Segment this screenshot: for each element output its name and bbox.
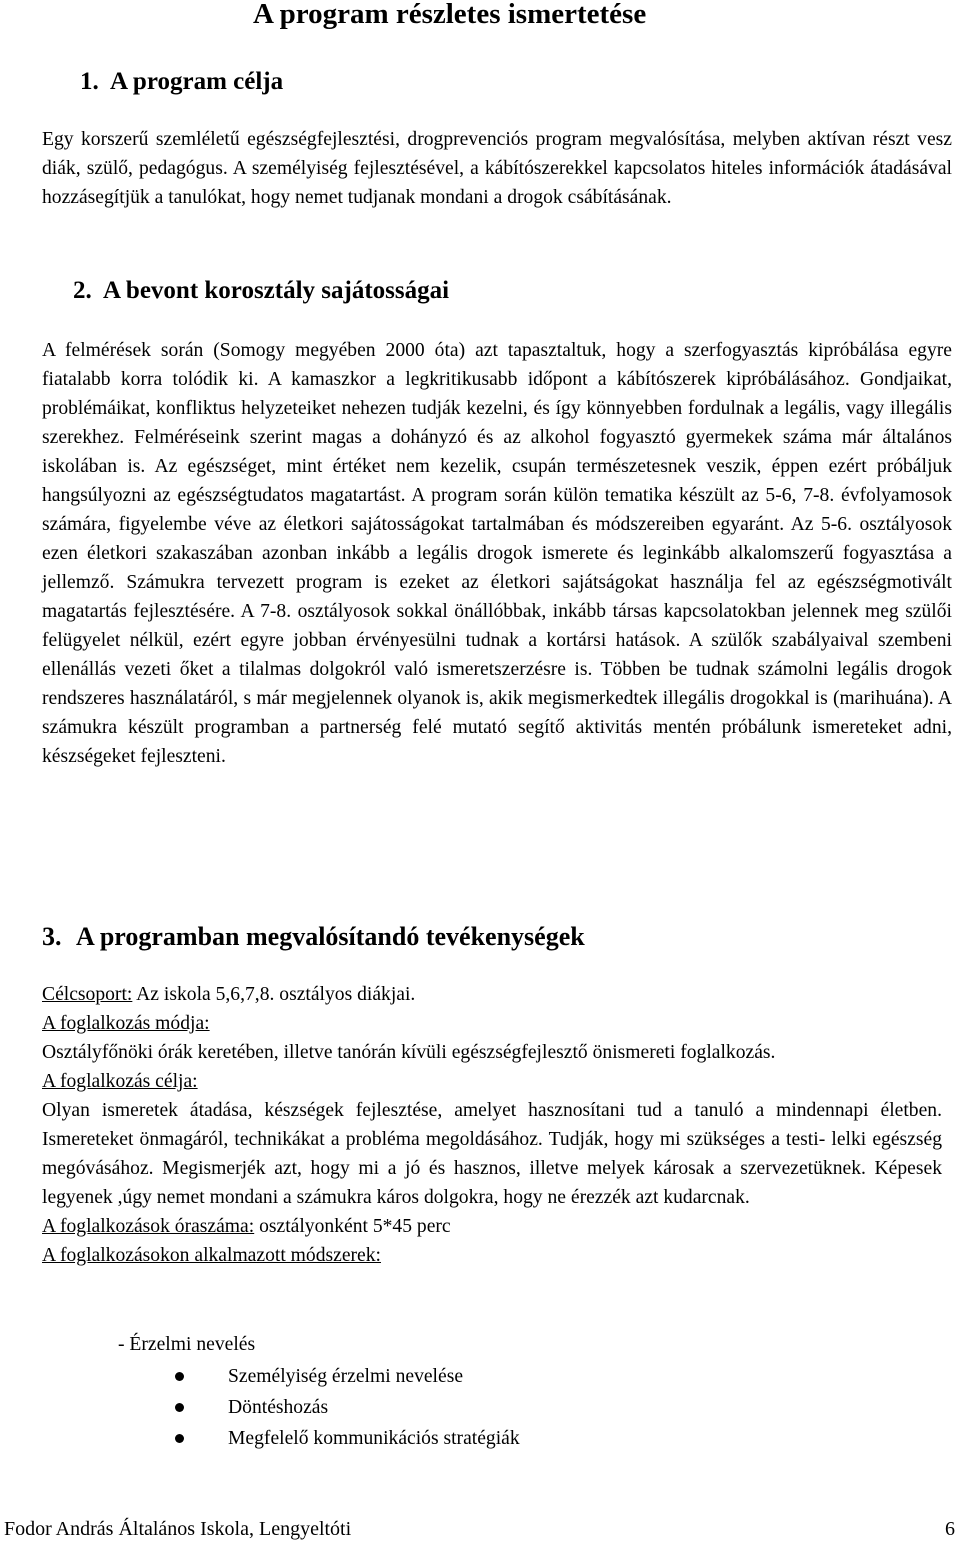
hours-value: osztályonként 5*45 perc [254, 1216, 451, 1237]
bullet-dot-icon [175, 1434, 184, 1443]
list-item-text: Döntéshozás [228, 1397, 329, 1418]
section-3-number: 3. [42, 922, 62, 951]
section-3-title: A programban megvalósítandó tevékenységek [76, 922, 585, 951]
list-item [0, 1392, 520, 1423]
list-item-text: Megfelelő kommunikációs stratégiák [228, 1428, 520, 1449]
list-item [0, 1423, 520, 1454]
activity-mode-label: A foglalkozás módja: [42, 1013, 210, 1034]
target-group-value: Az iskola 5,6,7,8. osztályos diákjai. [132, 984, 416, 1005]
list-item-text: Személyiség érzelmi nevelése [228, 1366, 464, 1387]
activity-goal-label: A foglalkozás célja: [42, 1071, 198, 1092]
section-2-title: A bevont korosztály sajátosságai [103, 277, 450, 304]
methods-label: A foglalkozásokon alkalmazott módszerek: [42, 1245, 381, 1266]
section-1-title: A program célja [110, 68, 284, 95]
section-3-body [42, 980, 942, 1270]
section-1-heading [80, 66, 283, 98]
activity-goal-value: Olyan ismeretek átadása, készségek fejlesztése, amelyet hasznosítani tud a tanuló a mindennapi életben. Ismereteket önmagáról, technikákat a probléma megoldásához. Tudják, hogy mi szükséges a testi- lelki egészség megóvásához. Megismerjék azt, hogy mi a jó és hasznos, illetve melyek károsak a szervezetüknek. Képesek legyenek ,úgy nemet mondani a számukra káros dolgokra, hogy ne érezzék azt kudarcnak. [42, 1100, 942, 1208]
bullet-dot-icon [175, 1403, 184, 1412]
page-title: A program részletes ismertetése [253, 0, 647, 30]
footer-school-name: Fodor András Általános Iskola, Lengyeltóti [4, 1518, 352, 1540]
methods-bullet-list [0, 1361, 520, 1454]
hours-line [42, 1212, 942, 1241]
section-2-number: 2. [73, 277, 92, 304]
section-2-paragraph: A felmérések során (Somogy megyében 2000 óta) azt tapasztaltuk, hogy a szerfogyasztás kipróbálása egyre fiatalabb korra tolódik ki. A kamaszkor a legkritikusabb időpont a kábítószerek kipróbálásához. Gondjaikat, problémáikat, konfliktus helyzeteiket nehezen tudják kezelni, és így könnyebben fordulnak a legális, vagy illegális szerekhez. Felméréseink szerint magas a dohányzó és az alkohol fogyasztó gyermekek száma már általános iskolában is. Az egészséget, mint értéket nem kezelik, csupán természetesnek veszik, éppen ezért próbáljuk hangsúlyozni az egészségtudatos magatartást. A program során külön tematika készült az 5-6, 7-8. évfolyamosok számára, figyelembe véve az életkori sajátosságokat tartalmában és módszereiben egyaránt. Az 5-6. osztályosok ezen életkori szakaszában azonban inkább a legális drogok ismerete és leginkább alkalomszerű fogyasztása a jellemző. Számukra tervezett program is ezeket az életkori sajátságokat használja fel az egészségmotivált magatartás fejlesztésére. A 7-8. osztályosok sokkal önállóbbak, inkább társas kapcsolatokban jelennek meg szülői felügyelet nélkül, ezért egyre jobban érvényesülni tudnak a kortársi hatások. A szülők szabályaival szembeni ellenállás vezeti őket a tilalmas dolgokról való ismeretszerzésre is. Többen be tudnak számolni legális drogok rendszeres használatáról, s már megjelennek olyanok is, akik megismerkedtek illegális drogokkal is (marihuána). A számukra készült programban a partnerség felé mutató segítő aktivitás mentén próbálunk ismereteket adni, készségeket fejleszteni. [42, 340, 952, 767]
footer-page-number: 6 [945, 1518, 955, 1540]
section-2-heading [73, 275, 449, 307]
target-group-label: Célcsoport: [42, 984, 133, 1005]
bullet-dot-icon [175, 1372, 184, 1381]
section-1-paragraph: Egy korszerű szemléletű egészségfejlesztési, drogprevenciós program megvalósítása, melyben aktívan részt vesz diák, szülő, pedagógus. A személyiség fejlesztésével, a kábítószerekkel kapcsolatos hiteles információk átadásával hozzásegítjük a tanulókat, hogy nemet tudjanak mondani a drogok csábításának. [42, 129, 952, 208]
list-item [0, 1361, 520, 1392]
hours-label: A foglalkozások óraszáma: [42, 1216, 255, 1237]
activity-mode-value: Osztályfőnöki órák keretében, illetve tanórán kívüli egészségfejlesztő önismereti foglalkozás. [42, 1042, 776, 1063]
target-group-line [42, 980, 942, 1009]
section-1-number: 1. [80, 68, 99, 95]
methods-dash-item: - Érzelmi nevelés [118, 1334, 256, 1355]
section-3-heading [42, 921, 585, 953]
